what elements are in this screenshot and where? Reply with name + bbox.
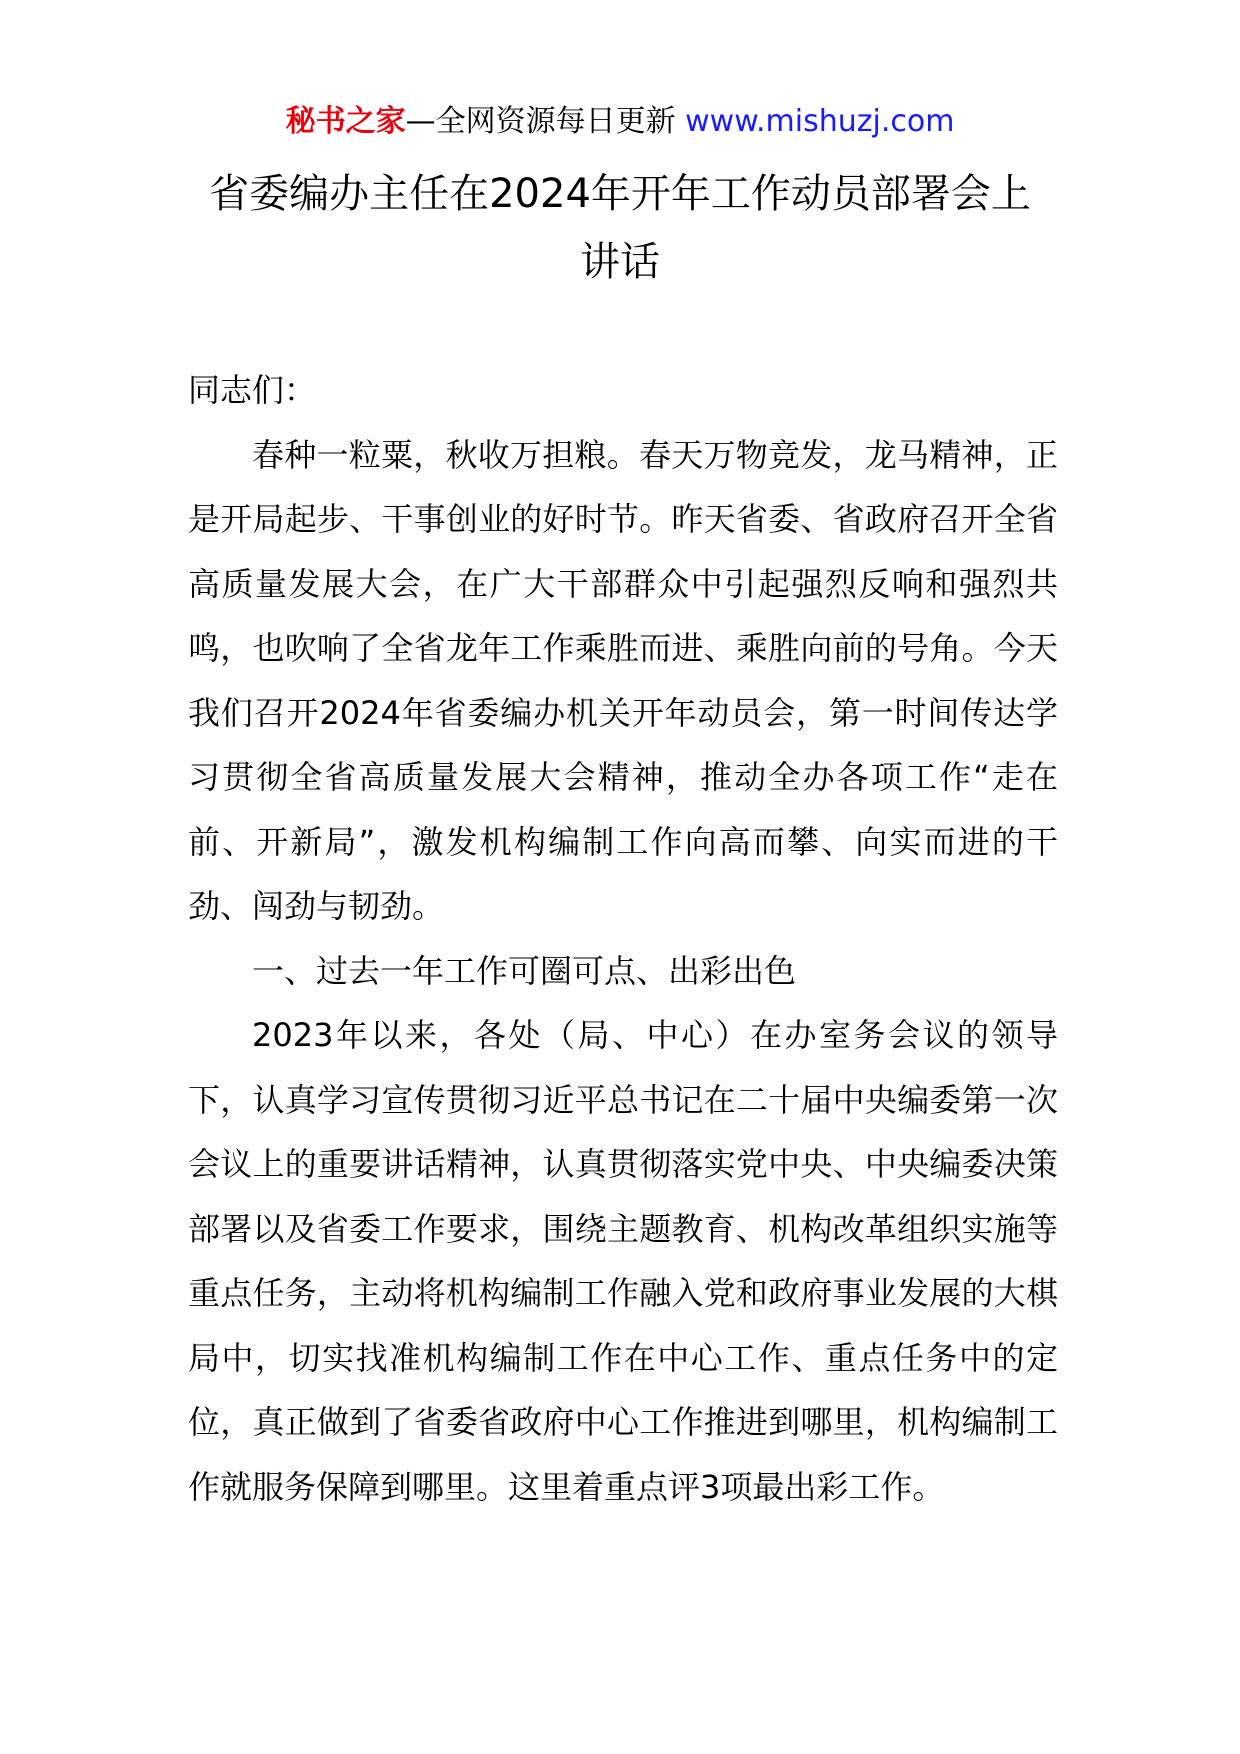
banner-url[interactable]: www.mishuzj.com [685, 104, 955, 139]
greeting: 同志们： [188, 371, 317, 409]
title-line-1: 省委编办主任在2024年开年工作动员部署会上 [209, 171, 1031, 217]
site-banner [0, 100, 1240, 144]
paragraph-2: 2023年以来，各处（局、中心）在办室务会议的领导下，认真学习宣传贯彻习近平总书记在二十届中央编委第一次会议上的重要讲话精神，认真贯彻落实党中央、中央编委决策部署以及省委工作要求，围绕主题教育、机构改革组织实施等重点任务，主动将机构编制工作融入党和政府事业发展的大棋局中，切实找准机构编制工作在中心工作、重点任务中的定位，真正做到了省委省政府中心工作推进到哪里，机构编制工作就服务保障到哪里。这里着重点评3项最出彩工作。 [188, 1016, 1058, 1506]
paragraph-1: 春种一粒粟，秋收万担粮。春天万物竞发，龙马精神，正是开局起步、干事创业的好时节。昨天省委、省政府召开全省高质量发展大会，在广大干部群众中引起强烈反响和强烈共鸣，也吹响了全省龙年工作乘胜而进、乘胜向前的号角。今天我们召开2024年省委编办机关开年动员会，第一时间传达学习贯彻全省高质量发展大会精神，推动全办各项工作“走在前、开新局”，激发机构编制工作向高而攀、向实而进的干劲、闯劲与韧劲。 [188, 435, 1058, 925]
section-heading-1: 一、过去一年工作可圈可点、出彩出色 [252, 951, 797, 990]
title-line-2: 讲话 [580, 239, 660, 285]
document-body [188, 358, 1058, 1519]
banner-slogan: —全网资源每日更新 [405, 104, 686, 139]
banner-brand: 秘书之家 [285, 104, 406, 139]
document-title [170, 160, 1070, 296]
